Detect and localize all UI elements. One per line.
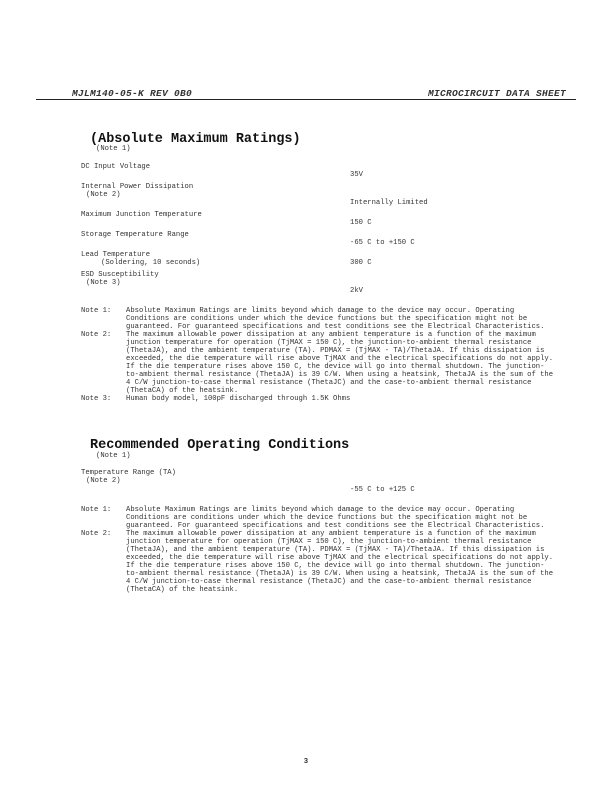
note-label: Note 3: (81, 395, 112, 403)
absmax-note-ref: (Note 1) (96, 145, 131, 153)
absmax-row-value: 150 C (350, 219, 372, 227)
absmax-row-value: 300 C (350, 259, 372, 267)
absmax-title: (Absolute Maximum Ratings) (90, 132, 301, 147)
note-text: Human body model, 100pF discharged through 1.5K Ohms (126, 395, 351, 403)
doc-id-header: MJLM140-05-K REV 0B0 (72, 88, 193, 99)
note (81, 331, 556, 395)
absmax-row-label: Maximum Junction Temperature (81, 211, 202, 219)
note (81, 307, 556, 331)
absmax-row-sub: (Soldering, 10 seconds) (101, 259, 201, 267)
note-text: Absolute Maximum Ratings are limits beyond which damage to the device may occur. Operating Conditions are conditions under which the device functions but the specification might not be guaranteed. For guaranteed specifications and test conditions see the Electrical Characteristics. (126, 307, 545, 331)
absmax-row-label: Storage Temperature Range (81, 231, 189, 239)
page-number: 3 (303, 756, 309, 765)
absmax-row-label: Internal Power Dissipation (81, 183, 194, 191)
absmax-row-label: Lead Temperature (81, 251, 151, 259)
note (81, 530, 556, 594)
absmax-row-value: 35V (350, 171, 363, 179)
absmax-notes (81, 307, 556, 403)
recop-note-ref: (Note 1) (96, 452, 131, 460)
recop-row-label: Temperature Range (TA) (81, 469, 176, 477)
absmax-row-value: 2kV (350, 287, 363, 295)
note-text: The maximum allowable power dissipation at any ambient temperature is a function of the maximum junction temperature for operation (TjMAX = 150 C), the junction-to-ambient thermal resistance (ThetaJA), and the ambient temperature (TA). PDMAX = (TjMAX - TA)/ThetaJA. If this dissipation is exceeded, the die temperature will rise above TjMAX and the electrical specifications do not apply. If the die temperature rises above 150 C, the device will go into thermal shutdown. The junction-to-ambient thermal resistance (ThetaJA) is 39 C/W. When using a heatsink, ThetaJA is the sum of the 4 C/W junction-to-case thermal resistance (ThetaJC) and the case-to-ambient thermal resistance (ThetaCA) of the heatsink. (126, 331, 554, 395)
note (81, 506, 556, 530)
recop-title: Recommended Operating Conditions (90, 438, 350, 453)
absmax-row-value: -65 C to +150 C (350, 239, 415, 247)
note-label: Note 1: (81, 307, 112, 315)
recop-notes (81, 506, 556, 594)
note-text: The maximum allowable power dissipation at any ambient temperature is a function of the maximum junction temperature for operation (TjMAX = 150 C), the junction-to-ambient thermal resistance (ThetaJA), and the ambient temperature (TA). PDMAX = (TjMAX - TA)/ThetaJA. If this dissipation is exceeded, the die temperature will rise above TjMAX and the electrical specifications do not apply. If the die temperature rises above 150 C, the device will go into thermal shutdown. The junction-to-ambient thermal resistance (ThetaJA) is 39 C/W. When using a heatsink, ThetaJA is the sum of the 4 C/W junction-to-case thermal resistance (ThetaJC) and the case-to-ambient thermal resistance (ThetaCA) of the heatsink. (126, 530, 554, 594)
recop-row-value: -55 C to +125 C (350, 486, 415, 494)
absmax-row-sub: (Note 2) (86, 191, 121, 199)
absmax-row-sub: (Note 3) (86, 279, 121, 287)
note-label: Note 2: (81, 331, 112, 339)
absmax-row-label: ESD Susceptibility (81, 271, 159, 279)
recop-row-sub: (Note 2) (86, 477, 121, 485)
header-rule (36, 99, 576, 100)
note (81, 395, 556, 403)
doc-type-header: MICROCIRCUIT DATA SHEET (427, 88, 566, 99)
note-label: Note 2: (81, 530, 112, 538)
note-text: Absolute Maximum Ratings are limits beyond which damage to the device may occur. Operating Conditions are conditions under which the device functions but the specification might not be guaranteed. For guaranteed specifications and test conditions see the Electrical Characteristics. (126, 506, 545, 530)
absmax-row-label: DC Input Voltage (81, 163, 151, 171)
note-label: Note 1: (81, 506, 112, 514)
absmax-row-value: Internally Limited (350, 199, 428, 207)
